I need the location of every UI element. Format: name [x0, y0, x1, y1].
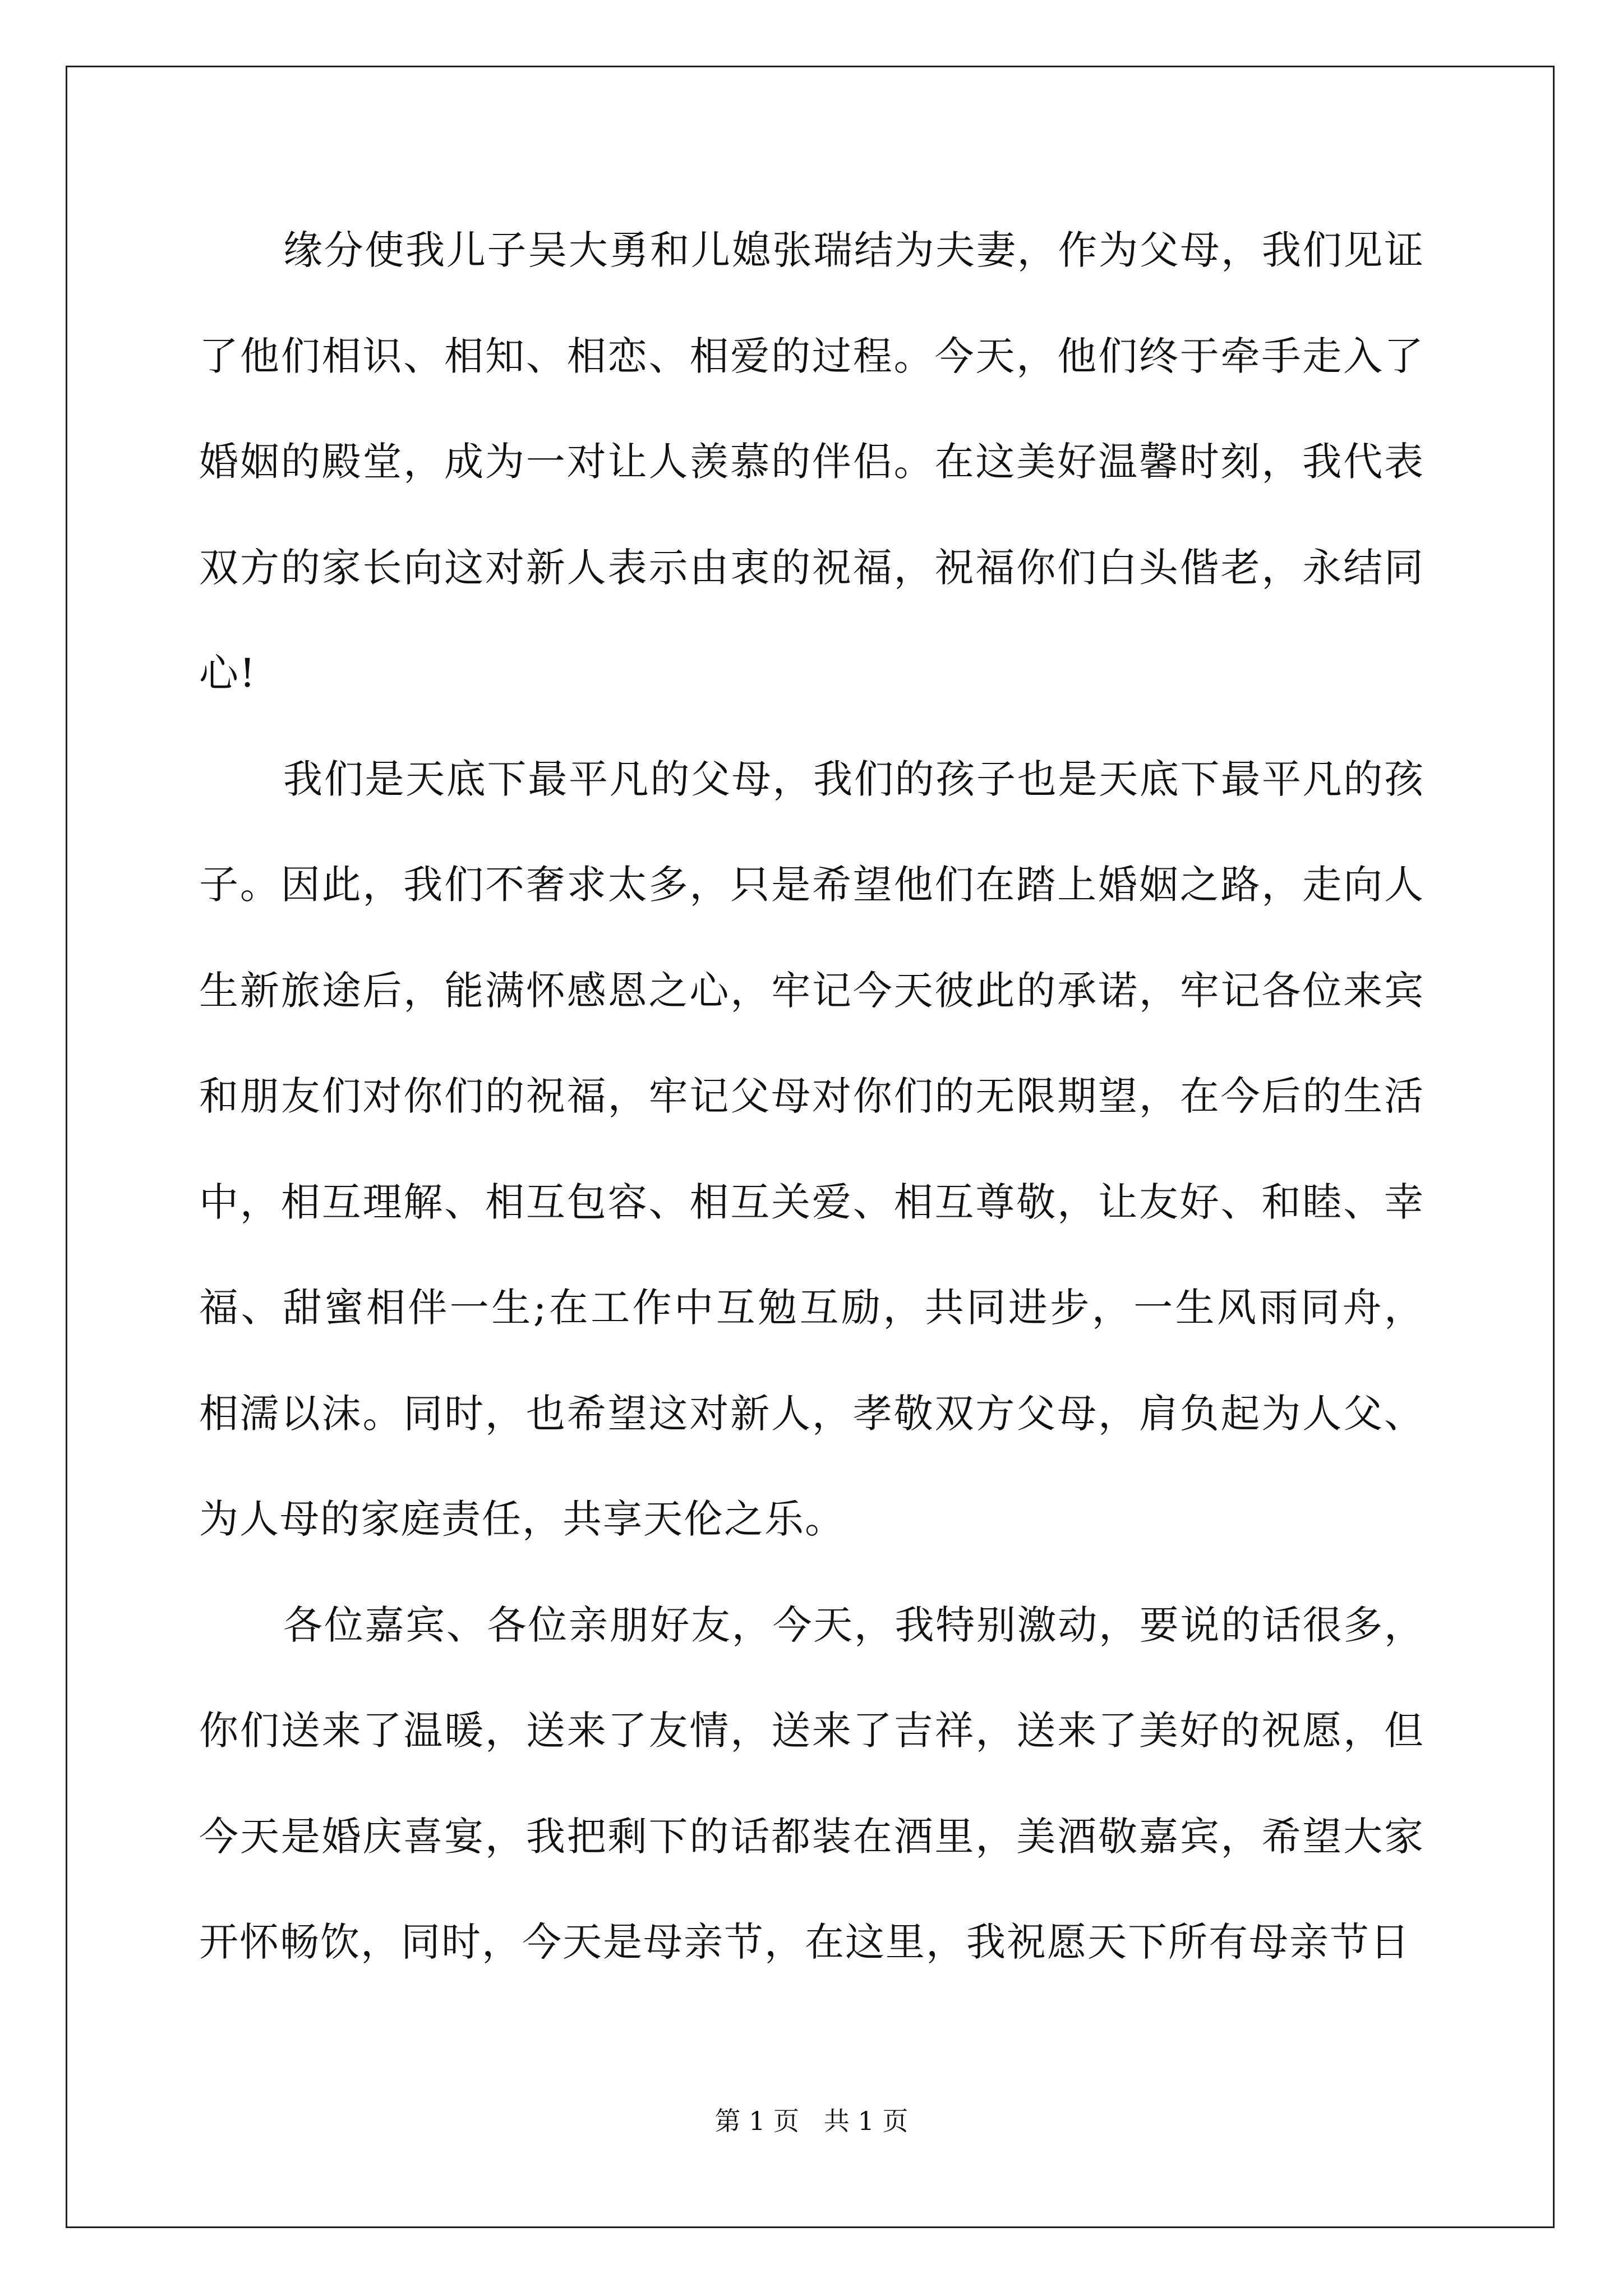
page-number-footer: 第 1 页 共 1 页: [714, 2106, 909, 2136]
document-body: [199, 197, 1424, 1995]
paragraph-1: 缘分使我儿子吴大勇和儿媳张瑞结为夫妻，作为父母，我们见证了他们相识、相知、相恋、相爱的过程。今天，他们终于牵手走入了婚姻的殿堂，成为一对让人羡慕的伴侣。在这美好温馨时刻，我代表双方的家长向这对新人表示由衷的祝福，祝福你们白头偕老，永结同心!: [199, 227, 1424, 696]
paragraph-3: 各位嘉宾、各位亲朋好友，今天，我特别激动，要说的话很多，你们送来了温暖，送来了友情，送来了吉祥，送来了美好的祝愿，但今天是婚庆喜宴，我把剩下的话都装在酒里，美酒敬嘉宾，希望大家开怀畅饮，同时，今天是母亲节，在这里，我祝愿天下所有母亲节日: [199, 1602, 1424, 1965]
paragraph-2: 我们是天底下最平凡的父母，我们的孩子也是天底下最平凡的孩子。因此，我们不奢求太多，只是希望他们在踏上婚姻之路，走向人生新旅途后，能满怀感恩之心，牢记今天彼此的承诺，牢记各位来宾和朋友们对你们的祝福，牢记父母对你们的无限期望，在今后的生活中，相互理解、相互包容、相互关爱、相互尊敬，让友好、和睦、幸福、甜蜜相伴一生;在工作中互勉互励，共同进步，一生风雨同舟，相濡以沫。同时，也希望这对新人，孝敬双方父母，肩负起为人父、为人母的家庭责任，共享天伦之乐。: [199, 756, 1424, 1542]
